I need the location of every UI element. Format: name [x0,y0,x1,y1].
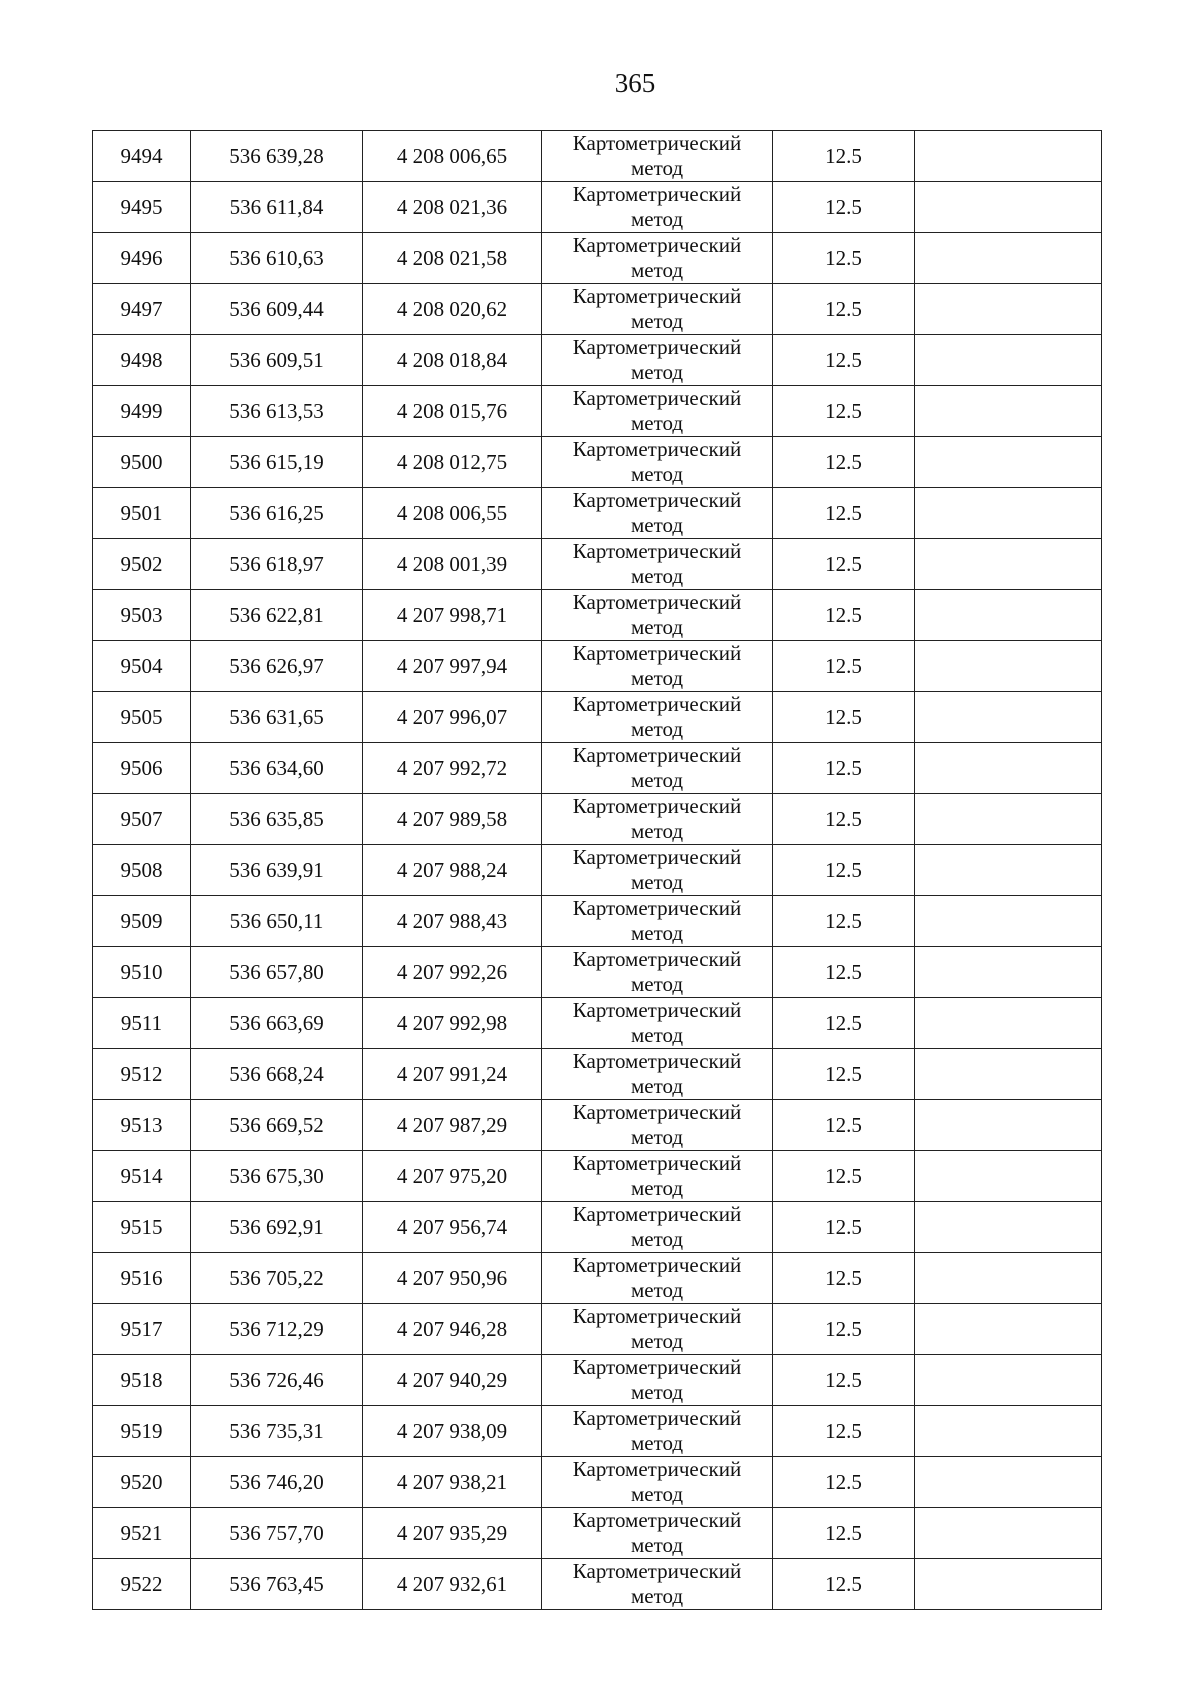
method-line-2: метод [630,1482,684,1506]
method-line-1: Картометрический [572,1406,742,1430]
method-line-1: Картометрический [572,182,742,206]
method-line-1: Картометрический [572,641,742,665]
point-number-cell: 9515 [93,1202,191,1253]
point-number-cell: 9494 [93,131,191,182]
x-coordinate-cell: 536 726,46 [191,1355,363,1406]
point-number-cell: 9498 [93,335,191,386]
point-number-cell: 9510 [93,947,191,998]
accuracy-cell: 12.5 [773,947,915,998]
method-line-1: Картометрический [572,1202,742,1226]
method-line-1: Картометрический [572,1100,742,1124]
method-line-2: метод [630,360,684,384]
x-coordinate-cell: 536 611,84 [191,182,363,233]
y-coordinate-cell: 4 207 991,24 [363,1049,542,1100]
x-coordinate-cell: 536 705,22 [191,1253,363,1304]
accuracy-cell: 12.5 [773,1559,915,1610]
x-coordinate-cell: 536 610,63 [191,233,363,284]
table-row [93,284,1102,335]
method-line-1: Картометрический [572,743,742,767]
table-row [93,182,1102,233]
accuracy-cell: 12.5 [773,1253,915,1304]
method-cell [542,692,773,743]
note-cell [915,1049,1102,1100]
note-cell [915,1457,1102,1508]
accuracy-cell: 12.5 [773,1457,915,1508]
note-cell [915,488,1102,539]
point-number-cell: 9507 [93,794,191,845]
x-coordinate-cell: 536 613,53 [191,386,363,437]
method-cell [542,794,773,845]
method-line-1: Картометрический [572,1559,742,1583]
accuracy-cell: 12.5 [773,488,915,539]
note-cell [915,386,1102,437]
point-number-cell: 9501 [93,488,191,539]
table-row [93,488,1102,539]
method-line-1: Картометрический [572,590,742,614]
table-row [93,794,1102,845]
method-line-2: метод [630,717,684,741]
method-line-1: Картометрический [572,794,742,818]
method-line-2: метод [630,1584,684,1608]
table-row [93,1457,1102,1508]
x-coordinate-cell: 536 663,69 [191,998,363,1049]
x-coordinate-cell: 536 675,30 [191,1151,363,1202]
method-line-1: Картометрический [572,896,742,920]
table-row [93,845,1102,896]
method-cell [542,1406,773,1457]
note-cell [915,1253,1102,1304]
y-coordinate-cell: 4 207 988,24 [363,845,542,896]
table-row [93,1202,1102,1253]
method-cell [542,1508,773,1559]
method-line-1: Картометрический [572,1304,742,1328]
point-number-cell: 9511 [93,998,191,1049]
x-coordinate-cell: 536 746,20 [191,1457,363,1508]
x-coordinate-cell: 536 622,81 [191,590,363,641]
y-coordinate-cell: 4 207 992,26 [363,947,542,998]
method-line-2: метод [630,462,684,486]
y-coordinate-cell: 4 207 975,20 [363,1151,542,1202]
note-cell [915,539,1102,590]
x-coordinate-cell: 536 615,19 [191,437,363,488]
method-line-1: Картометрический [572,1253,742,1277]
y-coordinate-cell: 4 207 988,43 [363,896,542,947]
note-cell [915,590,1102,641]
y-coordinate-cell: 4 207 992,98 [363,998,542,1049]
y-coordinate-cell: 4 207 940,29 [363,1355,542,1406]
x-coordinate-cell: 536 657,80 [191,947,363,998]
y-coordinate-cell: 4 208 018,84 [363,335,542,386]
table-row [93,1049,1102,1100]
method-line-2: метод [630,921,684,945]
y-coordinate-cell: 4 207 946,28 [363,1304,542,1355]
y-coordinate-cell: 4 207 956,74 [363,1202,542,1253]
accuracy-cell: 12.5 [773,437,915,488]
method-cell [542,386,773,437]
table-body [93,131,1102,1610]
accuracy-cell: 12.5 [773,233,915,284]
y-coordinate-cell: 4 208 020,62 [363,284,542,335]
method-cell [542,641,773,692]
accuracy-cell: 12.5 [773,590,915,641]
x-coordinate-cell: 536 639,28 [191,131,363,182]
method-line-2: метод [630,870,684,894]
accuracy-cell: 12.5 [773,692,915,743]
method-cell [542,182,773,233]
method-cell [542,488,773,539]
note-cell [915,1406,1102,1457]
point-number-cell: 9517 [93,1304,191,1355]
y-coordinate-cell: 4 208 001,39 [363,539,542,590]
method-cell [542,1049,773,1100]
method-line-2: метод [630,564,684,588]
x-coordinate-cell: 536 668,24 [191,1049,363,1100]
point-number-cell: 9509 [93,896,191,947]
method-cell [542,845,773,896]
point-number-cell: 9497 [93,284,191,335]
method-cell [542,1559,773,1610]
table-row [93,539,1102,590]
note-cell [915,1304,1102,1355]
method-cell [542,131,773,182]
method-line-2: метод [630,1431,684,1455]
table-row [93,998,1102,1049]
accuracy-cell: 12.5 [773,1304,915,1355]
x-coordinate-cell: 536 634,60 [191,743,363,794]
note-cell [915,182,1102,233]
method-line-2: метод [630,411,684,435]
table-row [93,692,1102,743]
accuracy-cell: 12.5 [773,1100,915,1151]
accuracy-cell: 12.5 [773,386,915,437]
point-number-cell: 9502 [93,539,191,590]
y-coordinate-cell: 4 207 987,29 [363,1100,542,1151]
point-number-cell: 9504 [93,641,191,692]
note-cell [915,896,1102,947]
x-coordinate-cell: 536 639,91 [191,845,363,896]
method-cell [542,437,773,488]
x-coordinate-cell: 536 692,91 [191,1202,363,1253]
method-cell [542,1151,773,1202]
point-number-cell: 9514 [93,1151,191,1202]
x-coordinate-cell: 536 650,11 [191,896,363,947]
method-line-1: Картометрический [572,131,742,155]
method-cell [542,1253,773,1304]
point-number-cell: 9518 [93,1355,191,1406]
table-row [93,896,1102,947]
point-number-cell: 9505 [93,692,191,743]
point-number-cell: 9496 [93,233,191,284]
method-line-1: Картометрический [572,284,742,308]
method-line-1: Картометрический [572,437,742,461]
x-coordinate-cell: 536 616,25 [191,488,363,539]
x-coordinate-cell: 536 635,85 [191,794,363,845]
method-line-2: метод [630,309,684,333]
method-cell [542,896,773,947]
x-coordinate-cell: 536 626,97 [191,641,363,692]
note-cell [915,743,1102,794]
x-coordinate-cell: 536 669,52 [191,1100,363,1151]
method-cell [542,998,773,1049]
point-number-cell: 9519 [93,1406,191,1457]
y-coordinate-cell: 4 208 012,75 [363,437,542,488]
method-line-2: метод [630,1176,684,1200]
method-line-1: Картометрический [572,692,742,716]
note-cell [915,845,1102,896]
method-line-2: метод [630,819,684,843]
note-cell [915,1355,1102,1406]
method-line-1: Картометрический [572,335,742,359]
x-coordinate-cell: 536 757,70 [191,1508,363,1559]
accuracy-cell: 12.5 [773,1202,915,1253]
accuracy-cell: 12.5 [773,845,915,896]
table-row [93,641,1102,692]
y-coordinate-cell: 4 207 992,72 [363,743,542,794]
accuracy-cell: 12.5 [773,1049,915,1100]
method-line-2: метод [630,1380,684,1404]
y-coordinate-cell: 4 208 006,55 [363,488,542,539]
note-cell [915,335,1102,386]
page-number: 365 [614,68,656,98]
method-line-2: метод [630,1227,684,1251]
y-coordinate-cell: 4 208 006,65 [363,131,542,182]
accuracy-cell: 12.5 [773,182,915,233]
point-number-cell: 9512 [93,1049,191,1100]
point-number-cell: 9499 [93,386,191,437]
accuracy-cell: 12.5 [773,131,915,182]
method-cell [542,1202,773,1253]
method-line-2: метод [630,1329,684,1353]
method-line-2: метод [630,513,684,537]
accuracy-cell: 12.5 [773,1508,915,1559]
coordinates-table [92,130,1102,1610]
point-number-cell: 9506 [93,743,191,794]
point-number-cell: 9516 [93,1253,191,1304]
table-row [93,1253,1102,1304]
table-row [93,1151,1102,1202]
method-line-2: метод [630,1533,684,1557]
note-cell [915,131,1102,182]
accuracy-cell: 12.5 [773,284,915,335]
table-row [93,1559,1102,1610]
method-cell [542,539,773,590]
table-row [93,1304,1102,1355]
note-cell [915,284,1102,335]
method-cell [542,284,773,335]
note-cell [915,1202,1102,1253]
accuracy-cell: 12.5 [773,794,915,845]
method-line-2: метод [630,972,684,996]
method-line-1: Картометрический [572,1457,742,1481]
note-cell [915,1100,1102,1151]
method-line-2: метод [630,615,684,639]
table-row [93,590,1102,641]
note-cell [915,437,1102,488]
x-coordinate-cell: 536 631,65 [191,692,363,743]
y-coordinate-cell: 4 207 938,09 [363,1406,542,1457]
x-coordinate-cell: 536 609,51 [191,335,363,386]
point-number-cell: 9520 [93,1457,191,1508]
accuracy-cell: 12.5 [773,743,915,794]
x-coordinate-cell: 536 763,45 [191,1559,363,1610]
note-cell [915,1559,1102,1610]
accuracy-cell: 12.5 [773,1406,915,1457]
x-coordinate-cell: 536 618,97 [191,539,363,590]
method-line-2: метод [630,1023,684,1047]
point-number-cell: 9522 [93,1559,191,1610]
point-number-cell: 9521 [93,1508,191,1559]
method-line-2: метод [630,1125,684,1149]
table-row [93,947,1102,998]
accuracy-cell: 12.5 [773,539,915,590]
method-cell [542,1457,773,1508]
method-line-1: Картометрический [572,233,742,257]
y-coordinate-cell: 4 207 932,61 [363,1559,542,1610]
table-row [93,437,1102,488]
y-coordinate-cell: 4 208 021,36 [363,182,542,233]
y-coordinate-cell: 4 207 997,94 [363,641,542,692]
method-cell [542,743,773,794]
note-cell [915,998,1102,1049]
y-coordinate-cell: 4 208 021,58 [363,233,542,284]
accuracy-cell: 12.5 [773,641,915,692]
table-row [93,1508,1102,1559]
method-line-1: Картометрический [572,845,742,869]
table-row [93,1406,1102,1457]
y-coordinate-cell: 4 207 935,29 [363,1508,542,1559]
method-line-2: метод [630,1074,684,1098]
y-coordinate-cell: 4 207 989,58 [363,794,542,845]
note-cell [915,1508,1102,1559]
x-coordinate-cell: 536 712,29 [191,1304,363,1355]
method-line-2: метод [630,768,684,792]
method-line-1: Картометрический [572,1355,742,1379]
method-cell [542,947,773,998]
y-coordinate-cell: 4 207 996,07 [363,692,542,743]
note-cell [915,233,1102,284]
y-coordinate-cell: 4 207 938,21 [363,1457,542,1508]
note-cell [915,947,1102,998]
method-cell [542,1355,773,1406]
accuracy-cell: 12.5 [773,896,915,947]
method-cell [542,1100,773,1151]
table-row [93,233,1102,284]
table-row [93,386,1102,437]
point-number-cell: 9495 [93,182,191,233]
x-coordinate-cell: 536 735,31 [191,1406,363,1457]
accuracy-cell: 12.5 [773,1151,915,1202]
method-line-2: метод [630,156,684,180]
method-line-1: Картометрический [572,539,742,563]
method-cell [542,590,773,641]
method-line-2: метод [630,666,684,690]
accuracy-cell: 12.5 [773,1355,915,1406]
table-row [93,1355,1102,1406]
method-line-1: Картометрический [572,947,742,971]
note-cell [915,692,1102,743]
method-line-1: Картометрический [572,1508,742,1532]
point-number-cell: 9503 [93,590,191,641]
y-coordinate-cell: 4 207 998,71 [363,590,542,641]
method-cell [542,335,773,386]
note-cell [915,1151,1102,1202]
method-cell [542,233,773,284]
y-coordinate-cell: 4 208 015,76 [363,386,542,437]
method-cell [542,1304,773,1355]
table-row [93,335,1102,386]
method-line-2: метод [630,258,684,282]
point-number-cell: 9508 [93,845,191,896]
y-coordinate-cell: 4 207 950,96 [363,1253,542,1304]
point-number-cell: 9513 [93,1100,191,1151]
method-line-2: метод [630,207,684,231]
method-line-1: Картометрический [572,488,742,512]
method-line-1: Картометрический [572,998,742,1022]
accuracy-cell: 12.5 [773,998,915,1049]
table-row [93,743,1102,794]
accuracy-cell: 12.5 [773,335,915,386]
table-row [93,131,1102,182]
method-line-1: Картометрический [572,386,742,410]
method-line-1: Картометрический [572,1049,742,1073]
method-line-1: Картометрический [572,1151,742,1175]
method-line-2: метод [630,1278,684,1302]
table-row [93,1100,1102,1151]
note-cell [915,794,1102,845]
point-number-cell: 9500 [93,437,191,488]
note-cell [915,641,1102,692]
x-coordinate-cell: 536 609,44 [191,284,363,335]
